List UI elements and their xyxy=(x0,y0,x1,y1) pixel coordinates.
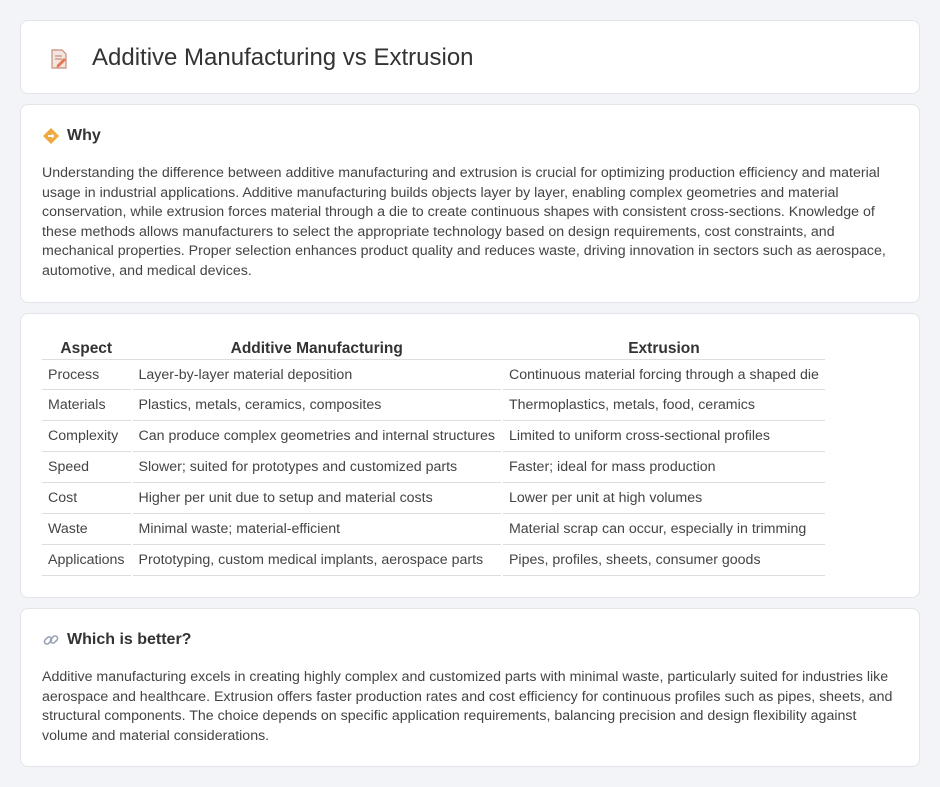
table-row xyxy=(42,390,825,421)
extrusion-cell: Lower per unit at high volumes xyxy=(503,483,825,514)
column-header: Additive Manufacturing xyxy=(230,339,403,357)
why-heading-label: Why xyxy=(67,127,101,144)
additive-cell: Minimal waste; material-efficient xyxy=(133,514,501,545)
extrusion-cell: Pipes, profiles, sheets, consumer goods xyxy=(503,545,825,576)
comparison-section xyxy=(20,313,920,598)
additive-cell: Can produce complex geometries and internal structures xyxy=(133,421,501,452)
table-header-row xyxy=(42,334,825,359)
table-row xyxy=(42,545,825,576)
table-row xyxy=(42,421,825,452)
column-header: Extrusion xyxy=(628,339,700,357)
additive-cell: Slower; suited for prototypes and customized parts xyxy=(133,452,501,483)
extrusion-cell: Material scrap can occur, especially in trimming xyxy=(503,514,825,545)
aspect-cell: Cost xyxy=(42,483,131,514)
table-row xyxy=(42,514,825,545)
document-edit-icon xyxy=(48,48,70,70)
extrusion-cell: Faster; ideal for mass production xyxy=(503,452,825,483)
comparison-table xyxy=(42,334,825,576)
better-heading-label: Which is better? xyxy=(67,631,192,648)
aspect-cell: Speed xyxy=(42,452,131,483)
aspect-cell: Applications xyxy=(42,545,131,576)
table-row xyxy=(42,359,825,390)
extrusion-cell: Thermoplastics, metals, food, ceramics xyxy=(503,390,825,421)
extrusion-cell: Limited to uniform cross-sectional profiles xyxy=(503,421,825,452)
page-title: Additive Manufacturing vs Extrusion xyxy=(92,44,474,71)
why-section xyxy=(20,104,920,303)
table-row xyxy=(42,483,825,514)
additive-cell: Layer-by-layer material deposition xyxy=(133,359,501,390)
additive-cell: Prototyping, custom medical implants, aerospace parts xyxy=(133,545,501,576)
better-heading xyxy=(42,631,191,649)
which-better-section xyxy=(20,608,920,767)
title-card xyxy=(20,20,920,94)
table-row xyxy=(42,452,825,483)
aspect-cell: Waste xyxy=(42,514,131,545)
additive-cell: Higher per unit due to setup and material costs xyxy=(133,483,501,514)
better-text: Additive manufacturing excels in creating highly complex and customized parts with minimal waste, particularly suited for industries like aerospace and healthcare. Extrusion offers faster production rates and cost efficiency for continuous profiles such as pipes, sheets, and structural components. The choice depends on specific application requirements, balancing precision and design flexibility against volume and material considerations. xyxy=(42,669,893,744)
why-heading xyxy=(42,127,101,145)
aspect-cell: Complexity xyxy=(42,421,131,452)
link-icon xyxy=(42,631,60,649)
aspect-cell: Process xyxy=(42,359,131,390)
aspect-cell: Materials xyxy=(42,390,131,421)
additive-cell: Plastics, metals, ceramics, composites xyxy=(133,390,501,421)
extrusion-cell: Continuous material forcing through a shaped die xyxy=(503,359,825,390)
signpost-icon xyxy=(42,127,60,145)
column-header: Aspect xyxy=(60,339,113,357)
why-text: Understanding the difference between additive manufacturing and extrusion is crucial for optimizing production efficiency and material usage in industrial applications. Additive manufacturing builds objects layer by layer, enabling complex geometries and material conservation, while extrusion forces material through a die to create continuous shapes with consistent cross-sections. Knowledge of these methods allows manufacturers to select the appropriate technology based on design requirements, cost constraints, and mechanical properties. Proper selection enhances product quality and reduces waste, driving innovation in sectors such as aerospace, automotive, and medical devices. xyxy=(42,165,886,279)
